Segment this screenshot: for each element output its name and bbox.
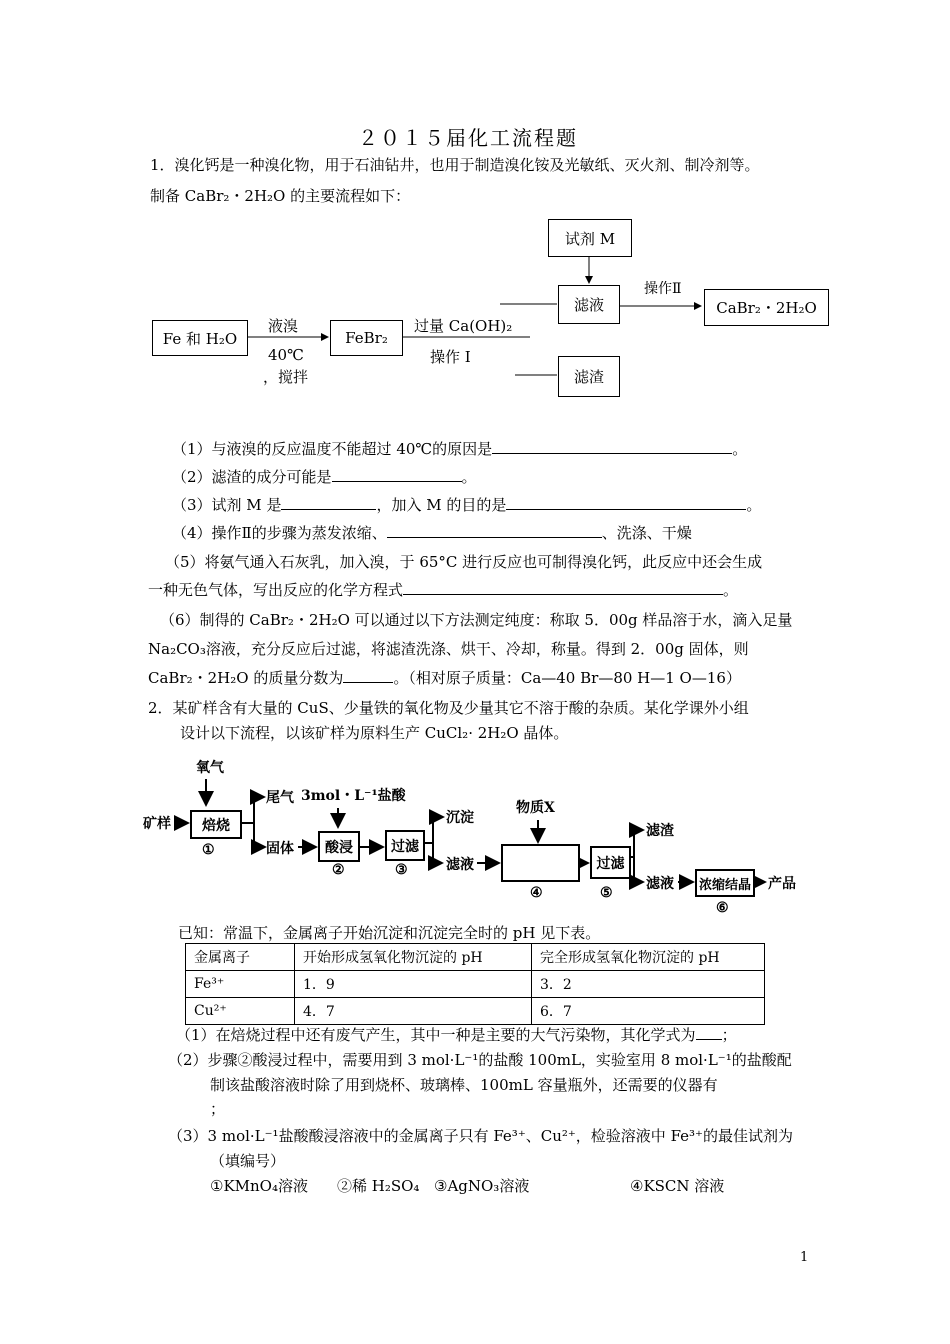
q1-intro-line2: 制备 CaBr₂・2H₂O 的主要流程如下： bbox=[150, 187, 411, 205]
q1-part6-line3: CaBr₂・2H₂O 的质量分数为 。（相对原子质量：Ca—40 Br—80 H—1 O—16） bbox=[148, 669, 741, 687]
table-cell: Cu²⁺ bbox=[186, 998, 295, 1025]
box-febr2: FeBr₂ bbox=[330, 320, 403, 356]
table-cell: 3．2 bbox=[532, 971, 765, 998]
q2-part3-line2: （填编号） bbox=[210, 1152, 286, 1170]
q2-option-2: ②稀 H₂SO₄ bbox=[337, 1177, 420, 1195]
table-cell: 4．7 bbox=[295, 998, 532, 1025]
box-reagent-m: 试剂 M bbox=[548, 219, 632, 257]
table-row bbox=[186, 971, 765, 998]
q1-intro-line1: 1．溴化钙是一种溴化物，用于石油钻井，也用于制造溴化铵及光敏纸、灭火剂、制冷剂等。 bbox=[150, 156, 760, 174]
label-filtrate-2: 滤液 bbox=[646, 876, 674, 892]
q2-part3-line1: （3）3 mol·L⁻¹盐酸酸浸溶液中的金属离子只有 Fe³⁺、Cu²⁺，检验溶液中 Fe³⁺的最佳试剂为 bbox=[168, 1127, 793, 1145]
table-header-row bbox=[186, 944, 765, 971]
label-product: 产品 bbox=[768, 876, 796, 892]
box-fe-water: Fe 和 H₂O bbox=[152, 320, 248, 356]
label-liquid-bromine: 液溴 bbox=[268, 317, 299, 335]
q2-part2-line1: （2）步骤②酸浸过程中，需要用到 3 mol·L⁻¹的盐酸 100mL，实验室用 8 mol·L⁻¹的盐酸配 bbox=[168, 1051, 792, 1069]
step-1: ① bbox=[202, 842, 215, 858]
label-operation-2: 操作Ⅱ bbox=[644, 281, 682, 297]
box-acid-leach: 酸浸 bbox=[318, 831, 360, 862]
table-cell: 6．7 bbox=[532, 998, 765, 1025]
box-filter-1: 过滤 bbox=[385, 830, 425, 861]
box-concentrate: 浓缩结晶 bbox=[695, 869, 755, 897]
page-title: ２０１５届化工流程题 bbox=[358, 126, 578, 150]
q2-part2-line3: ； bbox=[210, 1100, 226, 1118]
label-filtrate-1: 滤液 bbox=[446, 857, 474, 873]
step-5: ⑤ bbox=[600, 885, 613, 901]
label-substance-x: 物质X bbox=[516, 800, 555, 816]
step-3: ③ bbox=[395, 862, 408, 878]
label-residue-2: 滤渣 bbox=[646, 823, 674, 839]
table-header: 完全形成氢氧化物沉淀的 pH bbox=[532, 944, 765, 971]
step-2: ② bbox=[332, 862, 345, 878]
table-row bbox=[186, 998, 765, 1025]
table-cell: 1．9 bbox=[295, 971, 532, 998]
box-product-cabr2: CaBr₂・2H₂O bbox=[704, 289, 829, 326]
answer-blank[interactable] bbox=[696, 1025, 722, 1040]
page-number: 1 bbox=[800, 1250, 809, 1265]
q1-part5-line1: （5）将氨气通入石灰乳，加入溴，于 65°C 进行反应也可制得溴化钙，此反应中还会生成 bbox=[165, 553, 763, 571]
q2-part2-line2: 制该盐酸溶液时除了用到烧杯、玻璃棒、100mL 容量瓶外，还需要的仪器有 bbox=[210, 1076, 718, 1094]
q2-part1: （1）在焙烧过程中还有废气产生，其中一种是主要的大气污染物，其化学式为 ； bbox=[176, 1026, 737, 1044]
label-oxygen: 氧气 bbox=[196, 760, 224, 776]
q1-part2: （2）滤渣的成分可能是 。 bbox=[172, 468, 477, 486]
label-hcl: 3mol・L⁻¹盐酸 bbox=[301, 788, 406, 804]
step-4: ④ bbox=[530, 885, 543, 901]
q1-part6-line1: （6）制得的 CaBr₂・2H₂O 可以通过以下方法测定纯度：称取 5．00g 样品溶于水，滴入足量 bbox=[160, 611, 793, 629]
box-filter-2: 过滤 bbox=[590, 846, 631, 879]
q2-intro-line2: 设计以下流程，以该矿样为原料生产 CuCl₂· 2H₂O 晶体。 bbox=[180, 724, 569, 742]
q2-option-1: ①KMnO₄溶液 bbox=[210, 1177, 308, 1195]
box-filtrate: 滤液 bbox=[558, 285, 620, 324]
table-cell: Fe³⁺ bbox=[186, 971, 295, 998]
box-roast: 焙烧 bbox=[190, 810, 242, 839]
q1-part6-line2: Na₂CO₃溶液，充分反应后过滤，将滤渣洗涤、烘干、冷却，称量。得到 2．00g 固体，则 bbox=[148, 640, 749, 658]
table-header: 开始形成氢氧化物沉淀的 pH bbox=[295, 944, 532, 971]
label-excess-caoh2: 过量 Ca(OH)₂ bbox=[414, 317, 513, 335]
ph-table bbox=[185, 943, 765, 1025]
q1-part4: （4）操作Ⅱ的步骤为蒸发浓缩、 、洗涤、干燥 bbox=[172, 524, 692, 542]
q1-part3: （3）试剂 M 是 ，加入 M 的目的是 。 bbox=[172, 496, 762, 514]
q2-option-4: ④KSCN 溶液 bbox=[630, 1177, 725, 1195]
q1-part1: （1）与液溴的反应温度不能超过 40℃的原因是 。 bbox=[172, 440, 748, 458]
label-stir: ，搅拌 bbox=[263, 368, 309, 386]
label-tail-gas: 尾气 bbox=[266, 790, 294, 806]
label-precipitate: 沉淀 bbox=[446, 810, 474, 826]
box-step-4 bbox=[501, 844, 580, 882]
table-header: 金属离子 bbox=[186, 944, 295, 971]
label-temperature: 40℃ bbox=[268, 346, 304, 364]
q2-option-3: ③AgNO₃溶液 bbox=[434, 1177, 530, 1195]
label-ore: 矿样 bbox=[143, 816, 171, 832]
q2-known: 已知：常温下，金属离子开始沉淀和沉淀完全时的 pH 见下表。 bbox=[178, 924, 601, 942]
box-residue: 滤渣 bbox=[558, 356, 620, 397]
label-solid: 固体 bbox=[266, 841, 294, 857]
label-operation-1: 操作 Ⅰ bbox=[430, 348, 471, 366]
step-6: ⑥ bbox=[716, 900, 729, 916]
q1-part5-line2: 一种无色气体，写出反应的化学方程式 。 bbox=[148, 581, 739, 599]
q2-intro-line1: 2．某矿样含有大量的 CuS、少量铁的氧化物及少量其它不溶于酸的杂质。某化学课外小组 bbox=[148, 699, 749, 717]
